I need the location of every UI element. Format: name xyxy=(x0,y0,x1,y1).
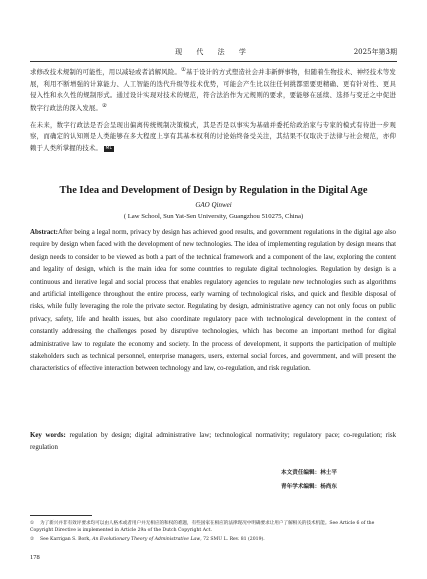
chinese-paragraph-2 xyxy=(30,120,396,154)
paragraph-text: 在未来，数字行政法是否会呈现出偏离传统规制决策模式，其是否是以事实为基础并委托给政治家与专家的模式有待进一步观察，而确定的认知则是人类能够在多大程度上享有其基本权利的讨论始终备受关注，其结果不仅取决于法律与社会规范，亦仰赖于人类所掌握的技术。 xyxy=(30,121,396,152)
author-name: GAO Qinwei xyxy=(195,201,232,209)
paragraph-text-cont: 基于设计的方式塑造社会并非新鲜事物，但随着生物技术、神经技术等发展，利用不断增强的计算能力、人工智能的迭代升级等技术优势，可能会产生比以往任何挑都需要更精确、更有针对性、更具侵入性和永久性的规制形式。通过设计实现对技术的规范，符合法治作为元规则的要求，要能够在延续、选择与变迁之中促进数字行政法的深入发展。 xyxy=(30,68,396,113)
footnote-text-cont: , 72 SMU L. Rev. 81 (2019). xyxy=(200,537,265,542)
footnote-text: 为了新兴并非有效评要求均可以由人格术或者用户并无相应的和权的难题，有些国家在相应的法律现况中明确要求让用户了解相关的技术机能。See Article 6 of the Copyright Directive is implemented in Article 29a of the Dutch Copyright Act. xyxy=(30,521,375,534)
keywords-heading: Key words: xyxy=(30,432,66,439)
footnote-divider xyxy=(30,515,92,516)
abstract-heading: Abstract: xyxy=(30,229,58,236)
footnote-text: See Karrigan S. Bork, xyxy=(40,537,93,542)
keywords-body: regulation by design; digital administrative law; technological normativity; regulatory pace; co-regulation; risk regulation xyxy=(30,432,397,452)
abstract-body: After being a legal norm, privacy by design has achieved good results, and government regulations in the digital age also require by design when faced with the development of new technologies. The idea of implementing regulation by design means that design needs to consider to be viewed as both a part of the technical framework and a component of the law, exploring the content and legality of design, which is the main idea for some countries to regulate digital technologies. Regulation by design is a continuous and iterative legal and social process that enables regulatory agencies to regulate new technologies such as algorithms and artificial intelligence throughout the entire process, early warning of technological risks, and quick and flexible disposal of risks, while fully leveraging the role the private sector. Regulating by design, administrative agency can not only focus on public privacy, safety, life and health issues, but also coordinate regulatory pace with technological development in the context of constantly addressing the challenges posed by disruptive technologies, which has become an important method for digital administrative law to regulate the economy and society. In the process of development, it supports the participation of multiple stakeholders such as technical personnel, enterprise managers, users, external social forces, and government, and will present the characteristics of effective interaction between technology and law, co-regulation, and risk regulation. xyxy=(30,229,396,373)
paragraph-text: 求修改技术规制的可能性，用以减轻或者消解风险。 xyxy=(30,68,181,77)
running-head xyxy=(30,47,397,62)
cited-work-title: An Evolutionary Theory of Administrative Law xyxy=(92,537,201,542)
english-title: The Idea and Development of Design by Regulation in the Digital Age xyxy=(59,185,368,196)
end-of-article-mark: ML xyxy=(105,145,113,151)
footnote-ref-2[interactable]: ② xyxy=(101,103,107,110)
footnote-ref-1[interactable]: ① xyxy=(180,67,186,73)
responsible-editor: 本文责任编辑：林士平 xyxy=(281,470,337,476)
english-keywords xyxy=(30,430,396,455)
issue-label: 2025年第3期 xyxy=(353,48,397,56)
academic-editor: 青年学术编辑：杨尚东 xyxy=(281,484,337,490)
footnote-2 xyxy=(30,536,396,543)
footnote-number: ① xyxy=(30,521,35,526)
page-number: 178 xyxy=(30,554,40,561)
chinese-paragraph-1 xyxy=(30,65,396,115)
journal-name: 现 代 法 学 xyxy=(175,48,252,56)
footnote-number: ② xyxy=(30,537,35,542)
footnote-1 xyxy=(30,520,396,534)
author-affiliation: ( Law School, Sun Yat-Sen University, Guangzhou 510275, China) xyxy=(123,213,304,220)
english-abstract xyxy=(30,227,396,376)
